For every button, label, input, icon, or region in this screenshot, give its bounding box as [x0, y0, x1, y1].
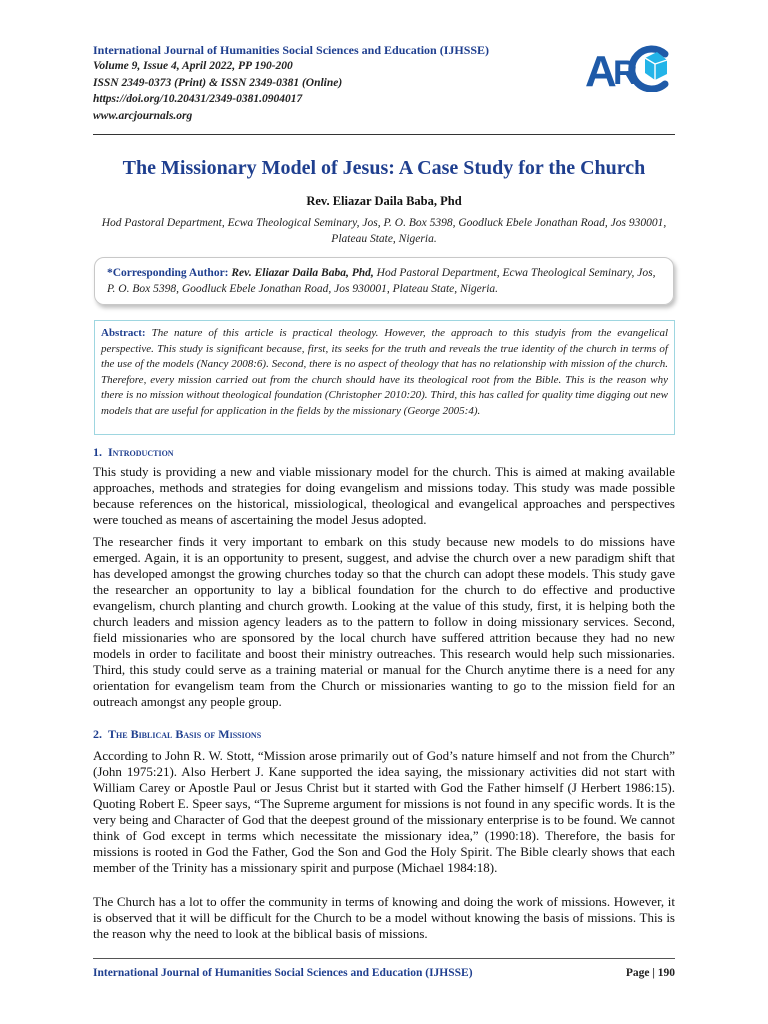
journal-header [93, 42, 573, 124]
svg-text:A: A [585, 47, 617, 92]
author-name: Rev. Eliazar Daila Baba, Phd [306, 194, 462, 208]
header-divider [93, 134, 675, 135]
section-heading-introduction [93, 444, 174, 460]
corresponding-author-box [94, 257, 674, 305]
abstract-text: The nature of this article is practical theology. However, the approach to this studyis from the evangelical perspective. This study is significant because, first, its seeks for the truth and reveals the true identity of the church in terms of the use of the models (Nancy 2008:6). Second, there is no aspect of theology that has no relationship with mission of the church. Therefore, every mission carried out from the church should have its theological root from the Bible. This is the reason why there is no mission without theological foundation (Christopher 2010:20). Third, this has called for quality time digging out new models that are useful for application in the fields by the missionary (George 2005:4). [101, 327, 668, 417]
section-number: 1. [93, 445, 102, 459]
abstract-box [94, 320, 675, 435]
website-link[interactable]: www.arcjournals.org [93, 109, 193, 122]
arc-logo [585, 40, 671, 92]
abstract-label: Abstract: [101, 327, 146, 339]
section-title: The Biblical Basis of Missions [108, 727, 262, 741]
section-number: 2. [93, 727, 102, 741]
section-heading-biblical-basis [93, 726, 261, 742]
journal-title: International Journal of Humanities Social Sciences and Education (IJHSSE) [93, 43, 490, 57]
footer-divider [93, 958, 675, 959]
page-number: Page | 190 [625, 967, 675, 979]
footer-journal-title: International Journal of Humanities Social Sciences and Education (IJHSSE) [93, 967, 473, 979]
issn-info: ISSN 2349-0373 (Print) & ISSN 2349-0381 (Online) [93, 76, 343, 89]
author-affiliation: Hod Pastoral Department, Ecwa Theological Seminary, Jos, P. O. Box 5398, Goodluck Ebele Jonathan Road, Jos 930001, Plateau State, Nigeria. [101, 217, 667, 245]
paragraph: The Church has a lot to offer the community in terms of knowing and doing the work of missions. However, it is observed that it will be difficult for the Church to be a model without knowing the basis of missions. This is the reason why the need to look at the biblical basis of missions. [93, 894, 675, 941]
paragraph: The researcher finds it very important to embark on this study because new models to do missions have emerged. Again, it is an opportunity to present, suggest, and advise the church over a new paradigm shift that has developed amongst the growing churches today so that the church can adopt these models. This study gave the researcher an opportunity to lay a biblical foundation for the church to do effective and productive evangelism, church planting and church growth. Looking at the value of this study, first, it is helping both the church leaders and mission agency leaders as to the pattern to follow in doing missionary services. Second, field missionaries who are sponsored by the local church have suffered attrition because they had no new models in order to facilitate and boost their ministry outreaches. This research would help such missionaries. Third, this study could serve as a training material or manual for the Church anytime there is a need for any orientation for evangelism team from the Church or missionaries wanting to go to the mission field for an outreach amongst any people group. [93, 534, 675, 709]
paragraph: According to John R. W. Stott, “Mission arose primarily out of God’s nature himself and not from the Church” (John 1975:21). Also Herbert J. Kane supported the idea saying, the missionary activities did not start with William Carey or Apostle Paul or Jesus Christ but it started with God the Father himself (J Herbert 1986:15). Quoting Robert E. Speer says, “The Supreme argument for missions is not found in any specific words. It is the very being and Character of God that the deepest ground of the missionary enterprise is to be found. We cannot think of God except in terms which necessitate the missionary idea,” (1990:18). Therefore, the basis for missions is rooted in God the Father, God the Son and God the Holy Spirit. The Bible clearly shows that each member of the Trinity has a missionary spirit and purpose (Michael 1984:18). [93, 748, 675, 875]
svg-text:R: R [613, 54, 638, 92]
section-title: Introduction [108, 445, 174, 459]
corresponding-author-affiliation: Hod Pastoral Department, Ecwa Theological Seminary, Jos, P. O. Box 5398, Goodluck Ebele Jonathan Road, Jos 930001, Plateau State, Nigeria. [107, 267, 656, 295]
doi-link[interactable]: https://doi.org/10.20431/2349-0381.0904017 [93, 93, 303, 105]
volume-info: Volume 9, Issue 4, April 2022, PP 190-200 [93, 60, 293, 72]
corresponding-author-name: Rev. Eliazar Daila Baba, Phd, [231, 267, 374, 279]
paper-title: The Missionary Model of Jesus: A Case Study for the Church [122, 157, 646, 179]
corresponding-author-label: *Corresponding Author: [107, 267, 229, 279]
paragraph: This study is providing a new and viable missionary model for the church. This is aimed at making available approaches, methods and strategies for doing evangelism and missions today. This study was made possible because references on the historical, missiological, theological and evangelical approaches and perspectives were touched as means of ascertaining the model Jesus adopted. [93, 464, 675, 527]
